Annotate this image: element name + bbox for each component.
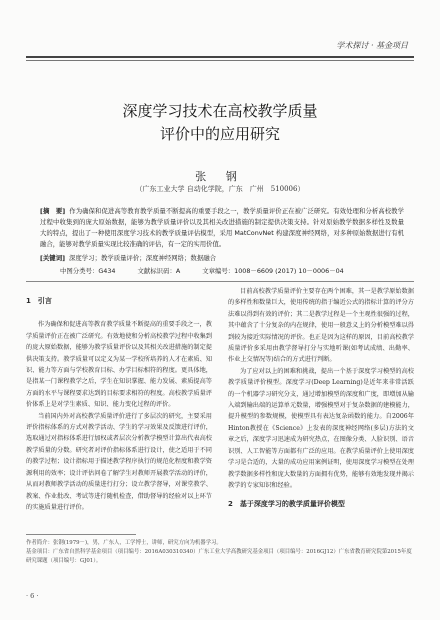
section-1-heading: 1 引言: [26, 297, 52, 305]
document-code: 文献标识码：A: [137, 267, 181, 275]
section-2-heading: 2 基于深度学习的教学质量评价模型: [228, 500, 345, 509]
title-line-2: 评价中的应用研究: [159, 125, 280, 143]
abstract-text: 作为确保和促进高等教育教学质量不断提高的重要手段之一，教学质量评价正在被广泛研究。有效处理和分析高校教学过程中收集到的庞大原始数据，能够为教学质量评价以及其相关改进措施的制定提供决策支持。针对原始教学数据多样性及数量大的特点，提出了一种使用深度学习技术的教学质量评估模型，采用 MatConvNet 构建深度神经网络，对多种原始数据进行有机融合，能够对教学质量实现比较准确的评估，有一定的实用价值。: [40, 207, 405, 248]
page-number: · 6 ·: [26, 592, 39, 600]
author-affiliation: （广东工业大学 自动化学院，广东 广州 510006）: [135, 185, 305, 193]
keywords: [40, 253, 404, 263]
column-name: 学术探讨 · 基金项目: [336, 41, 408, 50]
article-number: 文章编号：1008－6609 (2017) 10－0006－04: [202, 267, 344, 275]
author-name: 张 钢: [195, 170, 245, 183]
body-column-right: [228, 286, 414, 511]
paragraph: 为了应对以上的困难和挑战，提出一个基于深度学习模型的高校教学质量评价模型。深度学习(Deep Learning)是近年来非常活跃的一个机器学习研究分支，通过增加模型的深度和广度，即增加从输入端到输出端的运算单元数量，增强模型对于复杂数据的建模能力，提升模型的参数规模，使模型具有表达复杂函数的能力。自2006年Hinton教授在《Science》上发表的深度神经网络(多层)方法的文章之后，深度学习迅速成为研究热点，在图像分类、人脸识别、语音识别、人工智能等方面都有广泛的应用。在教学质量评价上使用深度学习是合适的，大量的成功应用案例证明，使用深度学习模型在处理教学数据多样性和庞大数量的方面拥有优势，能够有效地发现并揭示教学的专家知识和经验。: [228, 367, 414, 489]
classification-info: [60, 266, 404, 275]
abstract-label: [摘 要]: [40, 207, 66, 215]
footnote: [26, 539, 414, 566]
keywords-text: 深度学习；教学质量评价；深度神经网络；数据融合: [69, 254, 216, 262]
paragraph: 当前国内外对高校教学质量评价进行了多层次的研究，主要采用评价指标体系的方式对教学活动、学生的学习效果及反馈进行评价，选取通过对指标体系进行加权或者层次分析教学模型计算出代表高校教学质量的分数。研究者对评价指标体系进行设计，使之适用于不同的教学过程；设计指标用于描述教学程序执行的规范化程度和教学资源利用的效率；设计评估问卷了解学生对教师开展教学活动的评价，从而对教师教学活动的质量进行打分；设立教学督导，对课堂教学、教案、作业批改、考试等进行随机检查，借助督导的经验对以上环节的实施质量进行评价。: [26, 412, 212, 511]
header-rule-thick: [26, 56, 414, 58]
running-header: [26, 16, 414, 66]
body-column-left: [26, 286, 212, 513]
footnote-funding: 基金项目：广东省自然科学基金项目（项目编号：2016A030310340）广东工业大学高教研究基金项目（项目编号：2016GJ12）广东省教育研究院第2015年度研究课题（项目编号：GJ01）。: [26, 549, 412, 564]
paragraph: 目前高校教学质量评价主要存在两个困难，其一是教学原始数据的多样性和数量巨大，使用传统的指于编近公式的指标计算的评分方法难以得到有效的评价；其二是教学过程是一个主观性很强的过程，其中蕴含了十分复杂的内在规律，使用一般意义上的分析模型难以得到较为接近实际情况的评价。也正是因为这样的原因，目前高校教学质量评价多采用由教学督导打分与实地听课(如考试成绩、出勤率、作业上交情况等)结合的方式进行判断。: [228, 288, 414, 364]
separator-rule: [26, 281, 414, 282]
title-line-1: 深度学习技术在高校教学质量: [122, 102, 318, 120]
paragraph: 作为确保和促进高等教育教学质量不断提高的重要手段之一，教学质量评价正在被广泛研究。有效地使和分析高校教学过程中收集到的庞大原始数据，能够为教学质量评价以及其相关改进措施的制定提供决策支持。教学质量可以定义为某一学校所培养的人才在素质、知识、能力等方面与学校教育目标、办学目标相符的程度。更具体地，是指某一门课程教学之后，学生在知识掌握、能力发展、素质提高等方面的水平与课程要求达到的目标要求相符的程度。高校教学质量评价体系上是对学生素质、知识、能力变化过程的评价。: [26, 321, 212, 409]
paper-title: [26, 100, 414, 146]
keywords-label: [关键词]: [40, 254, 66, 262]
footnote-rule: [26, 534, 136, 535]
footnote-author-bio: 作者简介：张钢(1979－)，男，广东人，工学博士，讲师，研究方向为机器学习。: [26, 540, 222, 546]
abstract: [40, 206, 404, 250]
clc-number: 中图分类号：G434: [60, 267, 116, 275]
header-rule-thin: [26, 60, 414, 61]
